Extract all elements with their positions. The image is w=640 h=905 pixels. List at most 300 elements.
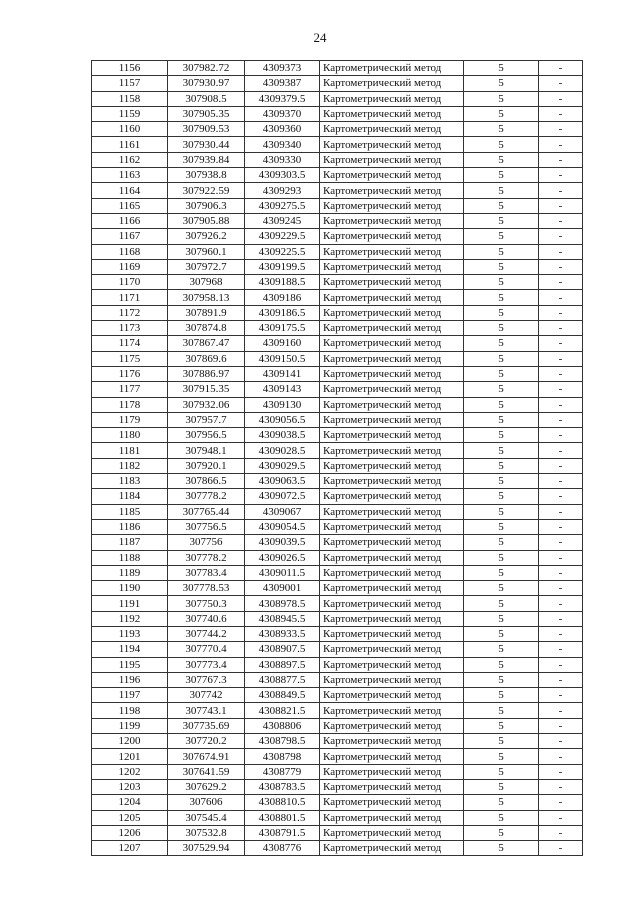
method-cell: Картометрический метод [320,106,464,121]
accuracy-cell: 5 [464,106,539,121]
y-coordinate-cell: 4309225.5 [245,244,320,259]
x-coordinate-cell: 307767.3 [168,672,245,687]
accuracy-cell: 5 [464,321,539,336]
y-coordinate-cell: 4308779 [245,764,320,779]
note-cell: - [539,825,583,840]
accuracy-cell: 5 [464,61,539,76]
accuracy-cell: 5 [464,565,539,580]
point-number-cell: 1186 [92,519,168,534]
method-cell: Картометрический метод [320,412,464,427]
accuracy-cell: 5 [464,458,539,473]
note-cell: - [539,519,583,534]
point-number-cell: 1168 [92,244,168,259]
x-coordinate-cell: 307968 [168,275,245,290]
method-cell: Картометрический метод [320,581,464,596]
table-row [92,213,583,228]
y-coordinate-cell: 4309072.5 [245,489,320,504]
x-coordinate-cell: 307948.1 [168,443,245,458]
method-cell: Картометрический метод [320,275,464,290]
accuracy-cell: 5 [464,183,539,198]
method-cell: Картометрический метод [320,734,464,749]
note-cell: - [539,626,583,641]
point-number-cell: 1165 [92,198,168,213]
table-row [92,152,583,167]
x-coordinate-cell: 307905.35 [168,106,245,121]
y-coordinate-cell: 4308810.5 [245,795,320,810]
note-cell: - [539,734,583,749]
table-row [92,810,583,825]
table-row [92,351,583,366]
method-cell: Картометрический метод [320,657,464,672]
note-cell: - [539,458,583,473]
point-number-cell: 1187 [92,535,168,550]
note-cell: - [539,703,583,718]
x-coordinate-cell: 307920.1 [168,458,245,473]
y-coordinate-cell: 4308776 [245,841,320,856]
x-coordinate-cell: 307735.69 [168,718,245,733]
point-number-cell: 1190 [92,581,168,596]
note-cell: - [539,152,583,167]
method-cell: Картометрический метод [320,626,464,641]
x-coordinate-cell: 307778.53 [168,581,245,596]
method-cell: Картометрический метод [320,351,464,366]
accuracy-cell: 5 [464,688,539,703]
x-coordinate-cell: 307939.84 [168,152,245,167]
y-coordinate-cell: 4309293 [245,183,320,198]
y-coordinate-cell: 4309340 [245,137,320,152]
table-row [92,596,583,611]
accuracy-cell: 5 [464,152,539,167]
point-number-cell: 1197 [92,688,168,703]
point-number-cell: 1202 [92,764,168,779]
accuracy-cell: 5 [464,489,539,504]
x-coordinate-cell: 307874.8 [168,321,245,336]
y-coordinate-cell: 4308806 [245,718,320,733]
point-number-cell: 1194 [92,642,168,657]
accuracy-cell: 5 [464,841,539,856]
x-coordinate-cell: 307770.4 [168,642,245,657]
method-cell: Картометрический метод [320,61,464,76]
accuracy-cell: 5 [464,581,539,596]
table-row [92,458,583,473]
accuracy-cell: 5 [464,76,539,91]
point-number-cell: 1161 [92,137,168,152]
x-coordinate-cell: 307930.44 [168,137,245,152]
x-coordinate-cell: 307532.8 [168,825,245,840]
accuracy-cell: 5 [464,290,539,305]
table-row [92,688,583,703]
accuracy-cell: 5 [464,412,539,427]
y-coordinate-cell: 4308897.5 [245,657,320,672]
method-cell: Картометрический метод [320,519,464,534]
note-cell: - [539,321,583,336]
table-row [92,550,583,565]
y-coordinate-cell: 4309188.5 [245,275,320,290]
accuracy-cell: 5 [464,504,539,519]
note-cell: - [539,611,583,626]
y-coordinate-cell: 4308783.5 [245,779,320,794]
x-coordinate-cell: 307926.2 [168,229,245,244]
accuracy-cell: 5 [464,672,539,687]
accuracy-cell: 5 [464,137,539,152]
accuracy-cell: 5 [464,305,539,320]
point-number-cell: 1172 [92,305,168,320]
x-coordinate-cell: 307956.5 [168,428,245,443]
note-cell: - [539,397,583,412]
point-number-cell: 1158 [92,91,168,106]
accuracy-cell: 5 [464,168,539,183]
note-cell: - [539,275,583,290]
point-number-cell: 1201 [92,749,168,764]
x-coordinate-cell: 307982.72 [168,61,245,76]
note-cell: - [539,581,583,596]
point-number-cell: 1160 [92,122,168,137]
point-number-cell: 1207 [92,841,168,856]
note-cell: - [539,137,583,152]
point-number-cell: 1169 [92,259,168,274]
point-number-cell: 1205 [92,810,168,825]
y-coordinate-cell: 4309038.5 [245,428,320,443]
table-row [92,305,583,320]
accuracy-cell: 5 [464,519,539,534]
point-number-cell: 1164 [92,183,168,198]
method-cell: Картометрический метод [320,795,464,810]
x-coordinate-cell: 307756.5 [168,519,245,534]
table-row [92,229,583,244]
method-cell: Картометрический метод [320,213,464,228]
table-row [92,412,583,427]
accuracy-cell: 5 [464,366,539,381]
method-cell: Картометрический метод [320,841,464,856]
point-number-cell: 1177 [92,382,168,397]
method-cell: Картометрический метод [320,152,464,167]
x-coordinate-cell: 307756 [168,535,245,550]
y-coordinate-cell: 4309039.5 [245,535,320,550]
note-cell: - [539,382,583,397]
accuracy-cell: 5 [464,810,539,825]
table-row [92,626,583,641]
method-cell: Картометрический метод [320,779,464,794]
x-coordinate-cell: 307742 [168,688,245,703]
y-coordinate-cell: 4308801.5 [245,810,320,825]
table-row [92,841,583,856]
x-coordinate-cell: 307606 [168,795,245,810]
table-row [92,275,583,290]
y-coordinate-cell: 4309370 [245,106,320,121]
point-number-cell: 1198 [92,703,168,718]
note-cell: - [539,91,583,106]
point-number-cell: 1159 [92,106,168,121]
coordinates-table [91,60,583,856]
accuracy-cell: 5 [464,749,539,764]
method-cell: Картометрический метод [320,366,464,381]
note-cell: - [539,305,583,320]
method-cell: Картометрический метод [320,596,464,611]
table-row [92,106,583,121]
accuracy-cell: 5 [464,259,539,274]
note-cell: - [539,61,583,76]
note-cell: - [539,779,583,794]
accuracy-cell: 5 [464,275,539,290]
accuracy-cell: 5 [464,198,539,213]
x-coordinate-cell: 307972.7 [168,259,245,274]
method-cell: Картометрический метод [320,504,464,519]
method-cell: Картометрический метод [320,565,464,580]
note-cell: - [539,198,583,213]
note-cell: - [539,841,583,856]
table-row [92,76,583,91]
method-cell: Картометрический метод [320,122,464,137]
point-number-cell: 1156 [92,61,168,76]
method-cell: Картометрический метод [320,91,464,106]
accuracy-cell: 5 [464,443,539,458]
y-coordinate-cell: 4308877.5 [245,672,320,687]
note-cell: - [539,565,583,580]
point-number-cell: 1162 [92,152,168,167]
accuracy-cell: 5 [464,244,539,259]
method-cell: Картометрический метод [320,290,464,305]
table-row [92,489,583,504]
point-number-cell: 1163 [92,168,168,183]
note-cell: - [539,366,583,381]
y-coordinate-cell: 4309275.5 [245,198,320,213]
table-row [92,504,583,519]
method-cell: Картометрический метод [320,321,464,336]
y-coordinate-cell: 4308945.5 [245,611,320,626]
y-coordinate-cell: 4309175.5 [245,321,320,336]
note-cell: - [539,428,583,443]
table-row [92,198,583,213]
accuracy-cell: 5 [464,718,539,733]
y-coordinate-cell: 4308821.5 [245,703,320,718]
point-number-cell: 1191 [92,596,168,611]
x-coordinate-cell: 307905.88 [168,213,245,228]
note-cell: - [539,168,583,183]
table-row [92,764,583,779]
x-coordinate-cell: 307773.4 [168,657,245,672]
x-coordinate-cell: 307869.6 [168,351,245,366]
note-cell: - [539,106,583,121]
method-cell: Картометрический метод [320,688,464,703]
x-coordinate-cell: 307674.91 [168,749,245,764]
accuracy-cell: 5 [464,91,539,106]
y-coordinate-cell: 4308849.5 [245,688,320,703]
y-coordinate-cell: 4309026.5 [245,550,320,565]
method-cell: Картометрический метод [320,749,464,764]
accuracy-cell: 5 [464,397,539,412]
note-cell: - [539,657,583,672]
x-coordinate-cell: 307545.4 [168,810,245,825]
y-coordinate-cell: 4309029.5 [245,458,320,473]
accuracy-cell: 5 [464,474,539,489]
x-coordinate-cell: 307641.59 [168,764,245,779]
point-number-cell: 1182 [92,458,168,473]
accuracy-cell: 5 [464,596,539,611]
note-cell: - [539,489,583,504]
table-row [92,611,583,626]
method-cell: Картометрический метод [320,397,464,412]
y-coordinate-cell: 4308933.5 [245,626,320,641]
note-cell: - [539,443,583,458]
y-coordinate-cell: 4309387 [245,76,320,91]
table-row [92,535,583,550]
table-row [92,168,583,183]
accuracy-cell: 5 [464,626,539,641]
y-coordinate-cell: 4309001 [245,581,320,596]
method-cell: Картометрический метод [320,611,464,626]
method-cell: Картометрический метод [320,183,464,198]
table-row [92,779,583,794]
page-number: 24 [313,30,327,45]
accuracy-cell: 5 [464,351,539,366]
note-cell: - [539,213,583,228]
point-number-cell: 1171 [92,290,168,305]
x-coordinate-cell: 307938.8 [168,168,245,183]
y-coordinate-cell: 4309330 [245,152,320,167]
y-coordinate-cell: 4309143 [245,382,320,397]
point-number-cell: 1176 [92,366,168,381]
table-row [92,397,583,412]
y-coordinate-cell: 4309056.5 [245,412,320,427]
x-coordinate-cell: 307778.2 [168,550,245,565]
note-cell: - [539,764,583,779]
y-coordinate-cell: 4309199.5 [245,259,320,274]
note-cell: - [539,474,583,489]
note-cell: - [539,535,583,550]
y-coordinate-cell: 4309186 [245,290,320,305]
accuracy-cell: 5 [464,657,539,672]
table-row [92,61,583,76]
method-cell: Картометрический метод [320,198,464,213]
point-number-cell: 1188 [92,550,168,565]
method-cell: Картометрический метод [320,259,464,274]
note-cell: - [539,550,583,565]
note-cell: - [539,244,583,259]
table-row [92,259,583,274]
point-number-cell: 1203 [92,779,168,794]
note-cell: - [539,259,583,274]
point-number-cell: 1199 [92,718,168,733]
x-coordinate-cell: 307778.2 [168,489,245,504]
table-row [92,366,583,381]
note-cell: - [539,795,583,810]
x-coordinate-cell: 307529.94 [168,841,245,856]
x-coordinate-cell: 307957.7 [168,412,245,427]
note-cell: - [539,672,583,687]
accuracy-cell: 5 [464,382,539,397]
point-number-cell: 1196 [92,672,168,687]
accuracy-cell: 5 [464,764,539,779]
x-coordinate-cell: 307720.2 [168,734,245,749]
point-number-cell: 1185 [92,504,168,519]
accuracy-cell: 5 [464,734,539,749]
y-coordinate-cell: 4309028.5 [245,443,320,458]
point-number-cell: 1189 [92,565,168,580]
accuracy-cell: 5 [464,428,539,443]
note-cell: - [539,810,583,825]
table-row [92,825,583,840]
accuracy-cell: 5 [464,550,539,565]
point-number-cell: 1204 [92,795,168,810]
note-cell: - [539,596,583,611]
method-cell: Картометрический метод [320,428,464,443]
y-coordinate-cell: 4309373 [245,61,320,76]
y-coordinate-cell: 4309150.5 [245,351,320,366]
x-coordinate-cell: 307886.97 [168,366,245,381]
y-coordinate-cell: 4308798 [245,749,320,764]
x-coordinate-cell: 307909.53 [168,122,245,137]
y-coordinate-cell: 4309186.5 [245,305,320,320]
x-coordinate-cell: 307750.3 [168,596,245,611]
note-cell: - [539,76,583,91]
method-cell: Картометрический метод [320,443,464,458]
point-number-cell: 1179 [92,412,168,427]
y-coordinate-cell: 4309160 [245,336,320,351]
x-coordinate-cell: 307740.6 [168,611,245,626]
method-cell: Картометрический метод [320,642,464,657]
note-cell: - [539,718,583,733]
x-coordinate-cell: 307629.2 [168,779,245,794]
note-cell: - [539,336,583,351]
x-coordinate-cell: 307930.97 [168,76,245,91]
table-row [92,672,583,687]
method-cell: Картометрический метод [320,336,464,351]
note-cell: - [539,183,583,198]
y-coordinate-cell: 4308978.5 [245,596,320,611]
method-cell: Картометрический метод [320,305,464,320]
table-row [92,519,583,534]
table-row [92,443,583,458]
point-number-cell: 1167 [92,229,168,244]
accuracy-cell: 5 [464,642,539,657]
method-cell: Картометрический метод [320,764,464,779]
accuracy-cell: 5 [464,611,539,626]
y-coordinate-cell: 4309229.5 [245,229,320,244]
table-row [92,382,583,397]
point-number-cell: 1195 [92,657,168,672]
point-number-cell: 1166 [92,213,168,228]
point-number-cell: 1157 [92,76,168,91]
accuracy-cell: 5 [464,122,539,137]
x-coordinate-cell: 307960.1 [168,244,245,259]
point-number-cell: 1206 [92,825,168,840]
y-coordinate-cell: 4309379.5 [245,91,320,106]
x-coordinate-cell: 307906.3 [168,198,245,213]
table-row [92,565,583,580]
y-coordinate-cell: 4309011.5 [245,565,320,580]
method-cell: Картометрический метод [320,535,464,550]
point-number-cell: 1174 [92,336,168,351]
point-number-cell: 1175 [92,351,168,366]
x-coordinate-cell: 307743.1 [168,703,245,718]
table-row [92,290,583,305]
point-number-cell: 1192 [92,611,168,626]
method-cell: Картометрический метод [320,458,464,473]
method-cell: Картометрический метод [320,718,464,733]
note-cell: - [539,290,583,305]
x-coordinate-cell: 307765.44 [168,504,245,519]
point-number-cell: 1178 [92,397,168,412]
method-cell: Картометрический метод [320,474,464,489]
x-coordinate-cell: 307922.59 [168,183,245,198]
note-cell: - [539,749,583,764]
table-row [92,321,583,336]
accuracy-cell: 5 [464,213,539,228]
accuracy-cell: 5 [464,703,539,718]
method-cell: Картометрический метод [320,244,464,259]
method-cell: Картометрический метод [320,810,464,825]
y-coordinate-cell: 4309141 [245,366,320,381]
